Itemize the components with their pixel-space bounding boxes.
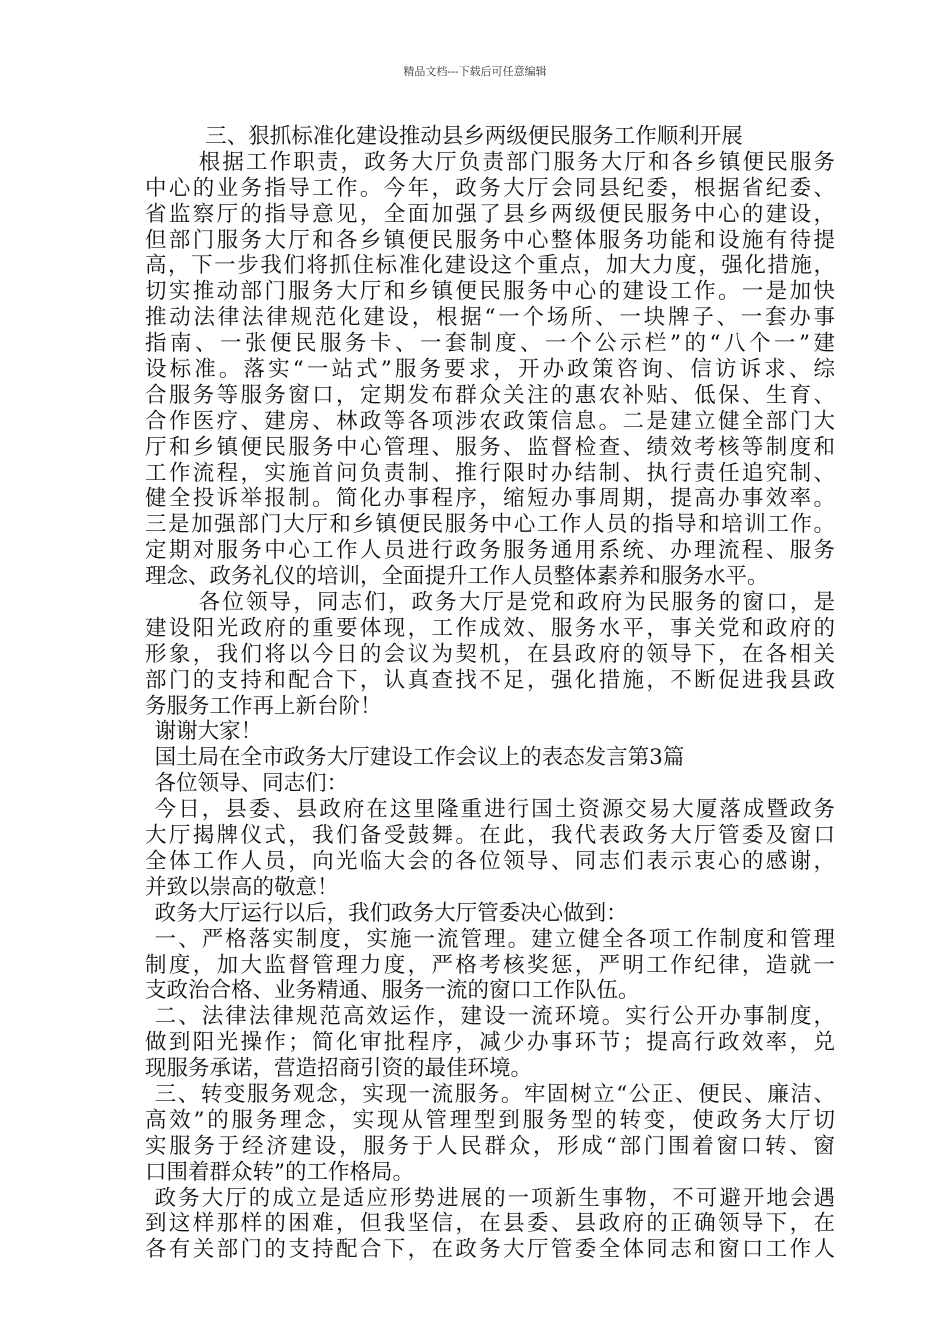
text-line: 政务大厅运行以后，我们政务大厅管委决心做到： xyxy=(154,900,628,926)
text-line: 二、法律法律规范高效运作，建设一流环境。实行公开办事制度， xyxy=(154,1004,835,1030)
text-line: 定期对服务中心工作人员进行政务服务通用系统、办理流程、服务 xyxy=(145,538,835,564)
text-line: 三、转变服务观念，实现一流服务。牢固树立“公正、便民、廉洁、 xyxy=(154,1081,835,1107)
page-header: 精品文档---下载后可任意编辑 xyxy=(403,65,547,78)
text-line: 实服务于经济建设，服务于人民群众，形成“部门围着窗口转、窗 xyxy=(145,1133,835,1159)
text-line: 各有关部门的支持配合下，在政务大厅管委全体同志和窗口工作人 xyxy=(145,1237,835,1263)
text-line: 根据工作职责，政务大厅负责部门服务大厅和各乡镇便民服务 xyxy=(198,149,835,175)
text-line: 理念、政务礼仪的培训，全面提升工作人员整体素养和服务水平。 xyxy=(145,564,769,590)
text-line: 政务大厅的成立是适应形势进展的一项新生事物，不可避开地会遇 xyxy=(154,1185,835,1211)
text-line: 现服务承诺，营造招商引资的最佳环境。 xyxy=(145,1056,533,1082)
text-line: 形象，我们将以今日的会议为契机，在县政府的领导下，在各相关 xyxy=(145,641,835,667)
text-line: 部门的支持和配合下，认真查找不足，强化措施，不断促进我县政 xyxy=(145,667,835,693)
text-line: 但部门服务大厅和各乡镇便民服务中心整体服务功能和设施有待提 xyxy=(145,227,835,253)
text-line: 建设阳光政府的重要体现，工作成效、服务水平，事关党和政府的 xyxy=(145,615,835,641)
text-line: 各位领导、同志们： xyxy=(154,771,349,797)
text-line: 支政治合格、业务精通、服务一流的窗口工作队伍。 xyxy=(145,978,640,1004)
text-line: 设标准。落实“一站式”服务要求，开办政策咨询、信访诉求、综 xyxy=(145,357,835,383)
text-line: 健全投诉举报制。简化办事程序，缩短办事周期，提高办事效率。 xyxy=(145,486,835,512)
text-line: 中心的业务指导工作。今年，政务大厅会同县纪委，根据省纪委、 xyxy=(145,175,835,201)
text-line: 合作医疗、建房、林政等各项涉农政策信息。二是建立健全部门大 xyxy=(145,408,835,434)
text-line: 省监察厅的指导意见，全面加强了县乡两级便民服务中心的建设， xyxy=(145,201,835,227)
text-line: 谢谢大家！ xyxy=(154,719,263,745)
text-line: 高，下一步我们将抓住标准化建设这个重点，加大力度，强化措施， xyxy=(145,253,835,279)
text-line: 指南、一张便民服务卡、一套制度、一个公示栏”的“八个一”建 xyxy=(145,331,835,357)
text-line: 各位领导，同志们，政务大厅是党和政府为民服务的窗口，是 xyxy=(198,590,835,616)
text-line: 厅和乡镇便民服务中心管理、服务、监督检查、绩效考核等制度和 xyxy=(145,434,835,460)
text-line: 并致以崇高的敬意！ xyxy=(145,874,339,900)
text-line: 一、严格落实制度，实施一流管理。建立健全各项工作制度和管理 xyxy=(154,926,835,952)
text-line: 制度，加大监督管理力度，严格考核奖惩，严明工作纪律，造就一 xyxy=(145,952,835,978)
text-line: 到这样那样的困难，但我坚信，在县委、县政府的正确领导下，在 xyxy=(145,1211,835,1237)
text-line: 高效”的服务理念，实现从管理型到服务型的转变，使政务大厅切 xyxy=(145,1107,835,1133)
text-line: 国土局在全市政务大厅建设工作会议上的表态发言第3篇 xyxy=(154,745,685,771)
text-line: 三、狠抓标准化建设推动县乡两级便民服务工作顺利开展 xyxy=(205,124,743,149)
text-line: 全体工作人员，向光临大会的各位领导、同志们表示衷心的感谢， xyxy=(145,848,835,874)
text-line: 三是加强部门大厅和乡镇便民服务中心工作人员的指导和培训工作。 xyxy=(145,512,835,538)
text-line: 口围着群众转”的工作格局。 xyxy=(145,1159,414,1185)
text-line: 切实推动部门服务大厅和乡镇便民服务中心的建设工作。一是加快 xyxy=(145,279,835,305)
text-line: 推动法律法律规范化建设，根据“一个场所、一块牌子、一套办事 xyxy=(145,305,835,331)
text-line: 合服务等服务窗口，定期发布群众关注的惠农补贴、低保、生育、 xyxy=(145,382,835,408)
text-line: 务服务工作再上新台阶！ xyxy=(145,693,382,719)
text-line: 大厅揭牌仪式，我们备受鼓舞。在此，我代表政务大厅管委及窗口 xyxy=(145,823,835,849)
document-body xyxy=(145,124,835,1263)
text-line: 工作流程，实施首问负责制、推行限时办结制、执行责任追究制、 xyxy=(145,460,835,486)
text-line: 做到阳光操作；简化审批程序，减少办事环节；提高行政效率，兑 xyxy=(145,1030,835,1056)
text-line: 今日，县委、县政府在这里隆重进行国土资源交易大厦落成暨政务 xyxy=(154,797,835,823)
